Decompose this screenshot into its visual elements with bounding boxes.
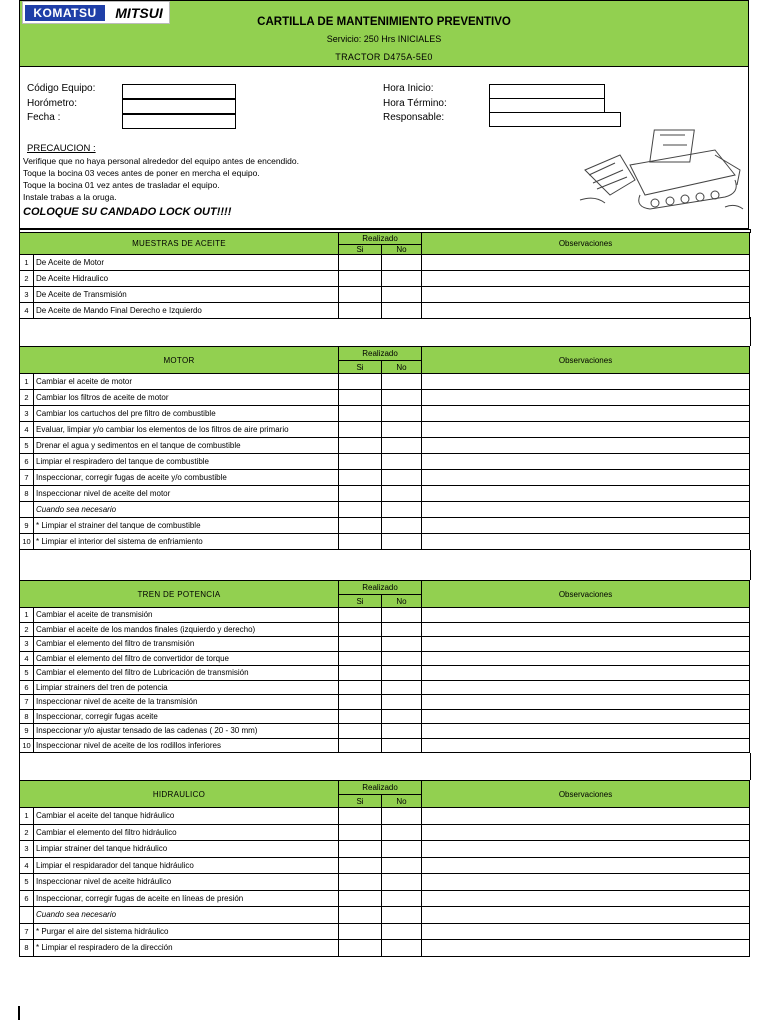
row-task: De Aceite de Mando Final Derecho e Izquierdo	[34, 303, 339, 319]
row-task: Inspeccionar nivel de aceite de los rodillos inferiores	[34, 738, 339, 753]
row-task: Cambiar el aceite de motor	[34, 374, 339, 390]
row-number: 1	[20, 608, 34, 623]
section-motor	[19, 346, 750, 550]
si-cell[interactable]	[339, 680, 382, 695]
observation-cell[interactable]	[422, 608, 750, 623]
table-row	[20, 486, 750, 502]
observation-cell[interactable]	[422, 666, 750, 681]
si-cell[interactable]	[339, 824, 382, 841]
horometro-field[interactable]	[122, 99, 236, 114]
row-number: 9	[20, 518, 34, 534]
table-row	[20, 438, 750, 454]
observation-cell[interactable]	[422, 680, 750, 695]
table-row	[20, 271, 750, 287]
table-row	[20, 255, 750, 271]
si-cell[interactable]	[339, 406, 382, 422]
observation-cell[interactable]	[422, 824, 750, 841]
no-cell[interactable]	[382, 890, 422, 907]
bulldozer-illustration	[575, 125, 745, 215]
lockout-warning: COLOQUE SU CANDADO LOCK OUT!!!!	[23, 206, 232, 218]
row-task: Cambiar el aceite de los mandos finales (izquierdo y derecho)	[34, 622, 339, 637]
si-cell[interactable]	[339, 890, 382, 907]
no-cell[interactable]	[382, 808, 422, 825]
row-number: 3	[20, 406, 34, 422]
mitsui-logo: MITSUI	[115, 5, 163, 21]
section-tren-potencia	[19, 580, 750, 753]
row-number: 4	[20, 857, 34, 874]
no-cell[interactable]	[382, 724, 422, 739]
si-cell[interactable]	[339, 470, 382, 486]
section-title: HIDRAULICO	[20, 781, 339, 808]
machine-label: TRACTOR D475A-5E0	[335, 52, 433, 62]
row-task: Cambiar el elemento del filtro de Lubricación de transmisión	[34, 666, 339, 681]
observation-cell[interactable]	[422, 303, 750, 319]
row-number: 9	[20, 724, 34, 739]
row-task: Cambiar el elemento del filtro de convertidor de torque	[34, 651, 339, 666]
fecha-field[interactable]	[122, 114, 236, 129]
table-row	[20, 874, 750, 891]
si-cell[interactable]	[339, 808, 382, 825]
table-row	[20, 680, 750, 695]
table-row	[20, 502, 750, 518]
row-number: 5	[20, 438, 34, 454]
row-task: De Aceite de Transmisión	[34, 287, 339, 303]
table-row	[20, 374, 750, 390]
hora-inicio-label: Hora Inicio:	[383, 83, 434, 94]
si-cell[interactable]	[339, 255, 382, 271]
row-task: * Limpiar el strainer del tanque de combustible	[34, 518, 339, 534]
observation-cell[interactable]	[422, 857, 750, 874]
no-cell[interactable]	[382, 518, 422, 534]
observation-cell[interactable]	[422, 406, 750, 422]
si-cell[interactable]	[339, 303, 382, 319]
no-cell[interactable]	[382, 709, 422, 724]
table-row	[20, 608, 750, 623]
row-number: 3	[20, 287, 34, 303]
no-cell[interactable]	[382, 486, 422, 502]
row-number: 2	[20, 390, 34, 406]
table-row	[20, 287, 750, 303]
realizado-header: Realizado	[339, 781, 422, 795]
table-row	[20, 390, 750, 406]
section-title: MUESTRAS DE ACEITE	[20, 233, 339, 255]
row-number: 1	[20, 374, 34, 390]
realizado-header: Realizado	[339, 233, 422, 245]
row-number: 7	[20, 923, 34, 940]
no-cell[interactable]	[382, 695, 422, 710]
row-task: Cambiar el elemento del filtro hidráulico	[34, 824, 339, 841]
row-task: * Limpiar el respiradero de la dirección	[34, 940, 339, 957]
table-row	[20, 890, 750, 907]
precaucion-line: Instale trabas a la oruga.	[23, 192, 117, 202]
realizado-header: Realizado	[339, 581, 422, 595]
row-number: 4	[20, 303, 34, 319]
row-number	[20, 502, 34, 518]
table-row	[20, 695, 750, 710]
row-task: * Limpiar el interior del sistema de enfriamiento	[34, 534, 339, 550]
si-cell[interactable]	[339, 622, 382, 637]
observation-cell[interactable]	[422, 271, 750, 287]
section-muestras-aceite	[19, 232, 750, 319]
row-task: Cambiar el aceite de transmisión	[34, 608, 339, 623]
row-number: 3	[20, 841, 34, 858]
precaucion-line: Toque la bocina 03 veces antes de poner en mercha el equipo.	[23, 168, 260, 178]
no-cell[interactable]	[382, 502, 422, 518]
spacer-row	[19, 753, 751, 780]
no-cell[interactable]	[382, 940, 422, 957]
table-row	[20, 406, 750, 422]
table-row	[20, 841, 750, 858]
observation-cell[interactable]	[422, 695, 750, 710]
si-cell[interactable]	[339, 438, 382, 454]
row-task: Cambiar el elemento del filtro de transmisión	[34, 637, 339, 652]
observation-cell[interactable]	[422, 622, 750, 637]
si-cell[interactable]	[339, 940, 382, 957]
row-number: 4	[20, 651, 34, 666]
si-cell[interactable]	[339, 738, 382, 753]
si-cell[interactable]	[339, 422, 382, 438]
no-cell[interactable]	[382, 651, 422, 666]
si-header: Si	[339, 595, 382, 608]
observation-cell[interactable]	[422, 637, 750, 652]
no-cell[interactable]	[382, 303, 422, 319]
row-task: Inspeccionar nivel de aceite de la transmisión	[34, 695, 339, 710]
no-header: No	[382, 245, 422, 255]
observation-cell[interactable]	[422, 255, 750, 271]
si-cell[interactable]	[339, 287, 382, 303]
observation-cell[interactable]	[422, 502, 750, 518]
observaciones-header: Observaciones	[422, 781, 750, 808]
no-cell[interactable]	[382, 390, 422, 406]
observation-cell[interactable]	[422, 438, 750, 454]
codigo-label: Código Equipo:	[27, 83, 96, 94]
table-row	[20, 666, 750, 681]
si-cell[interactable]	[339, 608, 382, 623]
section-title: TREN DE POTENCIA	[20, 581, 339, 608]
row-task: De Aceite Hidraulico	[34, 271, 339, 287]
row-number: 3	[20, 637, 34, 652]
no-cell[interactable]	[382, 374, 422, 390]
observation-cell[interactable]	[422, 470, 750, 486]
row-number: 6	[20, 680, 34, 695]
no-cell[interactable]	[382, 738, 422, 753]
table-row	[20, 907, 750, 924]
no-cell[interactable]	[382, 454, 422, 470]
no-cell[interactable]	[382, 680, 422, 695]
table-row	[20, 518, 750, 534]
row-number: 8	[20, 486, 34, 502]
row-task: Limpiar strainers del tren de potencia	[34, 680, 339, 695]
row-task: Inspeccionar nivel de aceite del motor	[34, 486, 339, 502]
si-cell[interactable]	[339, 666, 382, 681]
observation-cell[interactable]	[422, 534, 750, 550]
row-number: 8	[20, 709, 34, 724]
observation-cell[interactable]	[422, 738, 750, 753]
observation-cell[interactable]	[422, 874, 750, 891]
brand-logos	[22, 1, 170, 24]
si-cell[interactable]	[339, 502, 382, 518]
no-header: No	[382, 795, 422, 808]
observaciones-header: Observaciones	[422, 233, 750, 255]
no-header: No	[382, 361, 422, 374]
observation-cell[interactable]	[422, 422, 750, 438]
horometro-label: Horómetro:	[27, 98, 78, 109]
si-cell[interactable]	[339, 874, 382, 891]
si-cell[interactable]	[339, 695, 382, 710]
row-task: Evaluar, limpiar y/o cambiar los elementos de los filtros de aire primario	[34, 422, 339, 438]
si-cell[interactable]	[339, 923, 382, 940]
si-cell[interactable]	[339, 841, 382, 858]
row-task: De Aceite de Motor	[34, 255, 339, 271]
observation-cell[interactable]	[422, 486, 750, 502]
no-cell[interactable]	[382, 608, 422, 623]
hora-termino-label: Hora Término:	[383, 98, 447, 109]
row-task: Cambiar los filtros de aceite de motor	[34, 390, 339, 406]
table-row	[20, 709, 750, 724]
si-cell[interactable]	[339, 534, 382, 550]
row-task: Limpiar strainer del tanque hidráulico	[34, 841, 339, 858]
no-cell[interactable]	[382, 622, 422, 637]
observaciones-header: Observaciones	[422, 347, 750, 374]
row-number: 2	[20, 622, 34, 637]
observation-cell[interactable]	[422, 724, 750, 739]
table-row	[20, 622, 750, 637]
no-cell[interactable]	[382, 422, 422, 438]
observation-cell[interactable]	[422, 287, 750, 303]
observation-cell[interactable]	[422, 518, 750, 534]
row-number: 6	[20, 890, 34, 907]
observation-cell[interactable]	[422, 454, 750, 470]
table-row	[20, 808, 750, 825]
table-row	[20, 303, 750, 319]
observation-cell[interactable]	[422, 940, 750, 957]
si-cell[interactable]	[339, 724, 382, 739]
table-row	[20, 738, 750, 753]
row-task: Inspeccionar, corregir fugas aceite	[34, 709, 339, 724]
row-task: Limpiar el respiradero del tanque de combustible	[34, 454, 339, 470]
si-header: Si	[339, 245, 382, 255]
row-number: 8	[20, 940, 34, 957]
table-row	[20, 651, 750, 666]
table-row	[20, 857, 750, 874]
realizado-header: Realizado	[339, 347, 422, 361]
precaucion-title: PRECAUCION :	[27, 143, 96, 154]
service-label: Servicio: 250 Hrs INICIALES	[326, 34, 442, 44]
observation-cell[interactable]	[422, 709, 750, 724]
fecha-label: Fecha :	[27, 112, 61, 123]
observation-cell[interactable]	[422, 923, 750, 940]
si-cell[interactable]	[339, 907, 382, 924]
table-row	[20, 824, 750, 841]
observation-cell[interactable]	[422, 651, 750, 666]
table-row	[20, 923, 750, 940]
section-title: MOTOR	[20, 347, 339, 374]
si-header: Si	[339, 795, 382, 808]
no-cell[interactable]	[382, 923, 422, 940]
row-task: Inspeccionar, corregir fugas de aceite y/o combustible	[34, 470, 339, 486]
table-row	[20, 637, 750, 652]
table-row	[20, 470, 750, 486]
no-cell[interactable]	[382, 255, 422, 271]
responsable-label: Responsable:	[383, 112, 445, 123]
table-row	[20, 940, 750, 957]
no-header: No	[382, 595, 422, 608]
si-cell[interactable]	[339, 390, 382, 406]
row-number: 4	[20, 422, 34, 438]
row-task: Limpiar el respidarador del tanque hidráulico	[34, 857, 339, 874]
si-cell[interactable]	[339, 709, 382, 724]
no-cell[interactable]	[382, 287, 422, 303]
observation-cell[interactable]	[422, 374, 750, 390]
text-cursor	[18, 1006, 20, 1020]
no-cell[interactable]	[382, 874, 422, 891]
row-number: 7	[20, 470, 34, 486]
row-number: 2	[20, 824, 34, 841]
si-cell[interactable]	[339, 637, 382, 652]
no-cell[interactable]	[382, 666, 422, 681]
hora-inicio-field[interactable]	[489, 84, 605, 99]
no-cell[interactable]	[382, 841, 422, 858]
no-cell[interactable]	[382, 438, 422, 454]
observation-cell[interactable]	[422, 890, 750, 907]
si-header: Si	[339, 361, 382, 374]
no-cell[interactable]	[382, 824, 422, 841]
row-number: 10	[20, 738, 34, 753]
section-hidraulico	[19, 780, 750, 957]
codigo-field[interactable]	[122, 84, 236, 99]
spacer-row	[19, 550, 751, 580]
si-cell[interactable]	[339, 518, 382, 534]
no-cell[interactable]	[382, 271, 422, 287]
no-cell[interactable]	[382, 857, 422, 874]
precaucion-line: Toque la bocina 01 vez antes de trasladar el equipo.	[23, 180, 220, 190]
row-number: 6	[20, 454, 34, 470]
no-cell[interactable]	[382, 534, 422, 550]
si-cell[interactable]	[339, 651, 382, 666]
spacer-row	[19, 317, 751, 346]
observation-cell[interactable]	[422, 907, 750, 924]
row-number: 5	[20, 666, 34, 681]
row-task: Inspeccionar nivel de aceite hidráulico	[34, 874, 339, 891]
observation-cell[interactable]	[422, 808, 750, 825]
row-number: 1	[20, 255, 34, 271]
no-cell[interactable]	[382, 406, 422, 422]
si-cell[interactable]	[339, 374, 382, 390]
table-row	[20, 454, 750, 470]
observation-cell[interactable]	[422, 390, 750, 406]
table-row	[20, 422, 750, 438]
no-cell[interactable]	[382, 470, 422, 486]
info-block	[19, 67, 749, 229]
observation-cell[interactable]	[422, 841, 750, 858]
observaciones-header: Observaciones	[422, 581, 750, 608]
row-task: Inspeccionar y/o ajustar tensado de las cadenas ( 20 - 30 mm)	[34, 724, 339, 739]
row-task: * Purgar el aire del sistema hidráulico	[34, 923, 339, 940]
row-task: Cambiar el aceite del tanque hidráulico	[34, 808, 339, 825]
row-task: Drenar el agua y sedimentos en el tanque de combustible	[34, 438, 339, 454]
note-row: Cuando sea necesario	[34, 502, 339, 518]
no-cell[interactable]	[382, 907, 422, 924]
table-row	[20, 724, 750, 739]
row-number	[20, 907, 34, 924]
row-task: Cambiar los cartuchos del pre filtro de combustible	[34, 406, 339, 422]
form-title: CARTILLA DE MANTENIMIENTO PREVENTIVO	[257, 16, 511, 28]
table-row	[20, 534, 750, 550]
row-number: 2	[20, 271, 34, 287]
si-cell[interactable]	[339, 271, 382, 287]
hora-termino-field[interactable]	[489, 98, 605, 113]
row-number: 5	[20, 874, 34, 891]
row-task: Inspeccionar, corregir fugas de aceite en líneas de presión	[34, 890, 339, 907]
si-cell[interactable]	[339, 486, 382, 502]
precaucion-line: Verifique que no haya personal alrededor del equipo antes de encendido.	[23, 156, 299, 166]
note-row: Cuando sea necesario	[34, 907, 339, 924]
no-cell[interactable]	[382, 637, 422, 652]
row-number: 7	[20, 695, 34, 710]
komatsu-logo: KOMATSU	[25, 5, 105, 21]
row-number: 1	[20, 808, 34, 825]
row-number: 10	[20, 534, 34, 550]
si-cell[interactable]	[339, 857, 382, 874]
si-cell[interactable]	[339, 454, 382, 470]
